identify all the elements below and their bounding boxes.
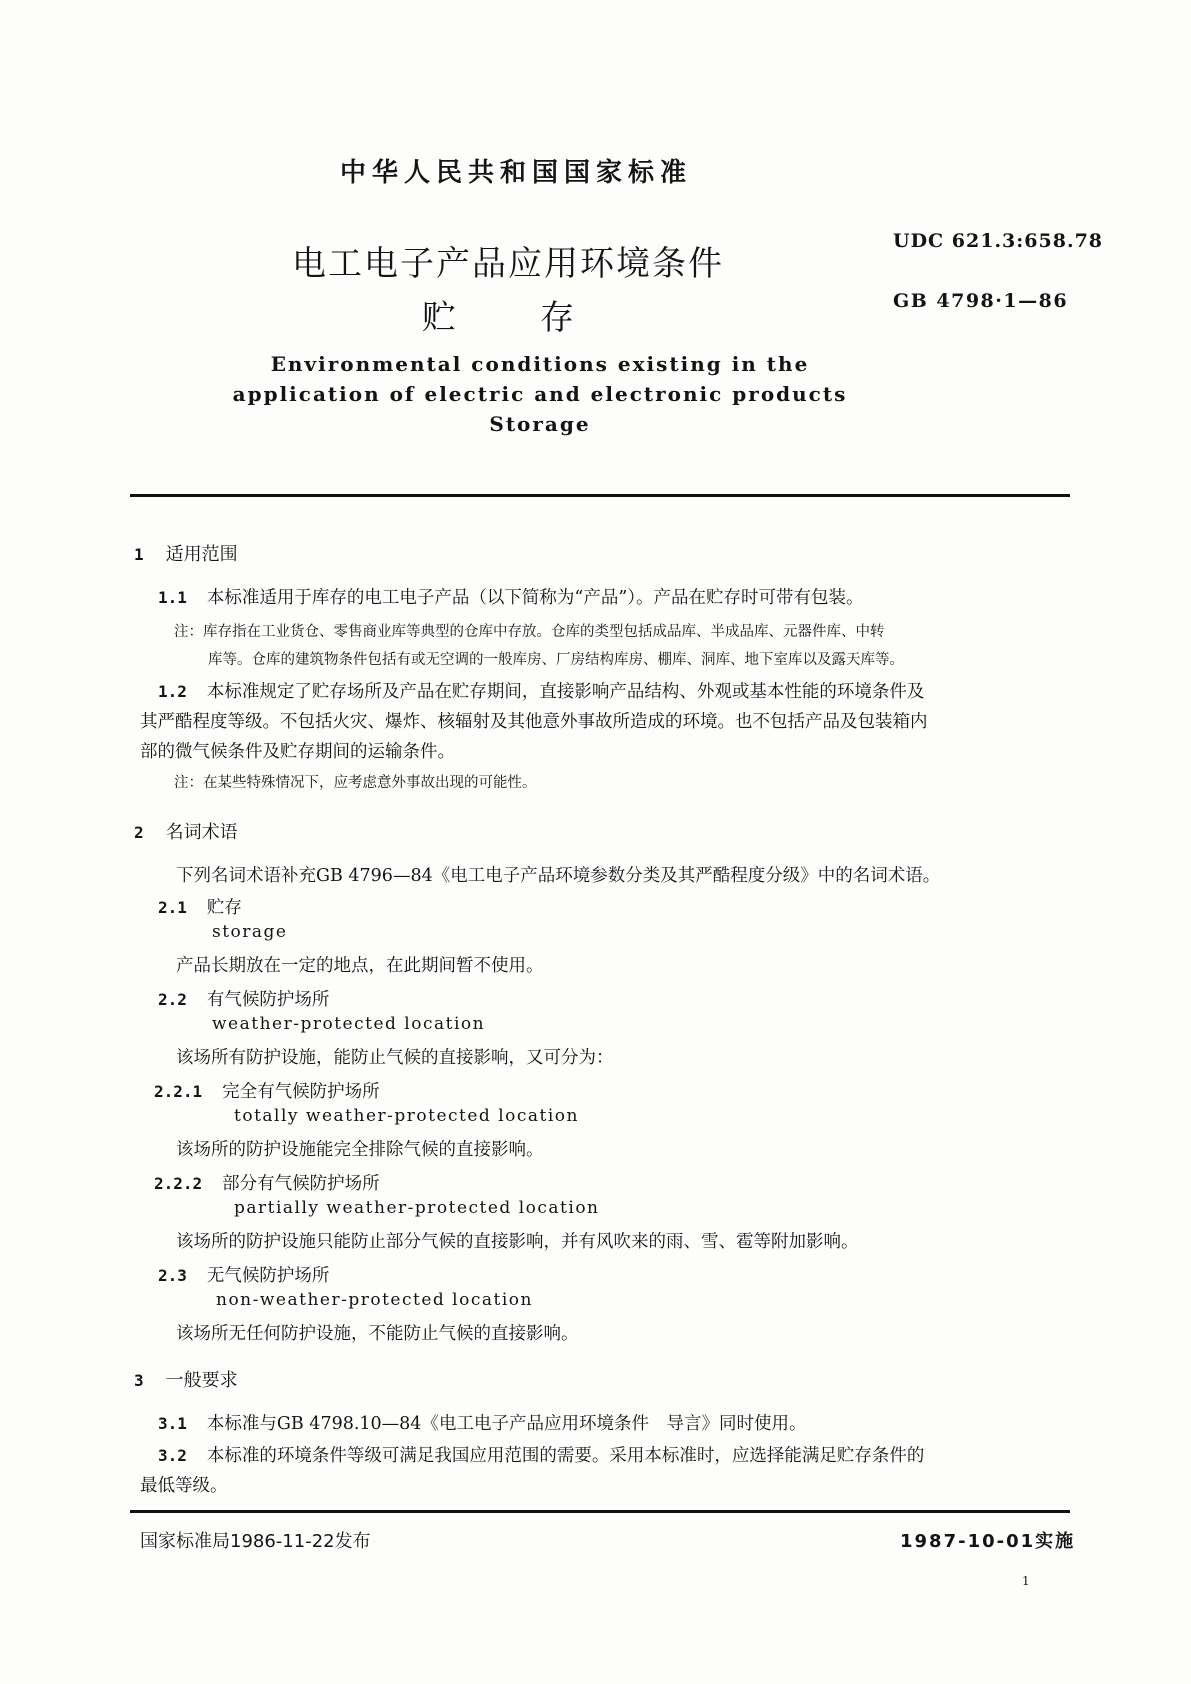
document-subtitle: 贮存	[422, 298, 658, 338]
english-title-line: Storage	[489, 412, 591, 436]
udc-code: UDC 621.3:658.78	[893, 230, 1104, 252]
english-title-line: Environmental conditions existing in the	[270, 352, 810, 376]
note-1-line: 注：库存指在工业货仓、零售商业库等典型的仓库中存放。仓库的类型包括成品库、半成品库、元器件库、中转	[174, 624, 885, 640]
term-2-2-1-english: totally weather-protected location	[234, 1106, 579, 1126]
clause-1-1: 1.1 本标准适用于库存的电工电子产品（以下简称为“产品”）。产品在贮存时可带有包装。	[158, 588, 864, 608]
clause-3-1: 3.1 本标准与GB 4798.10—84《电工电子产品应用环境条件 导言》同时使用。	[158, 1414, 807, 1434]
issue-date: 国家标准局1986-11-22发布	[140, 1531, 371, 1552]
term-2-3-definition: 该场所无任何防护设施，不能防止气候的直接影响。	[176, 1324, 579, 1344]
clause-1-2-line: 部的微气候条件及贮存期间的运输条件。	[140, 742, 455, 762]
clause-3-2: 3.2 本标准的环境条件等级可满足我国应用范围的需要。采用本标准时，应选择能满足贮存条件的	[158, 1446, 925, 1466]
term-2-2-english: weather-protected location	[212, 1014, 486, 1034]
section-2-heading: 2 名词术语	[134, 822, 238, 843]
country-standard-heading: 中华人民共和国国家标准	[340, 158, 693, 188]
section-1-heading: 1 适用范围	[134, 544, 238, 565]
page-number: 1	[1022, 1574, 1030, 1588]
term-2-2: 2.2 有气候防护场所	[158, 990, 330, 1010]
term-2-2-2: 2.2.2 部分有气候防护场所	[154, 1174, 380, 1194]
term-2-2-2-definition: 该场所的防护设施只能防止部分气候的直接影响，并有风吹来的雨、雪、雹等附加影响。	[176, 1232, 859, 1252]
document-title: 电工电子产品应用环境条件	[292, 244, 724, 284]
english-title-line: application of electric and electronic products	[232, 382, 848, 406]
term-2-1-definition: 产品长期放在一定的地点，在此期间暂不使用。	[176, 956, 544, 976]
term-2-2-2-english: partially weather-protected location	[234, 1198, 600, 1218]
term-2-2-1-definition: 该场所的防护设施能完全排除气候的直接影响。	[176, 1140, 544, 1160]
header-divider	[130, 494, 1070, 497]
term-2-2-definition: 该场所有防护设施，能防止气候的直接影响，又可分为：	[176, 1048, 614, 1068]
term-2-2-1: 2.2.1 完全有气候防护场所	[154, 1082, 380, 1102]
term-2-1-english: storage	[212, 922, 288, 942]
term-2-3: 2.3 无气候防护场所	[158, 1266, 330, 1286]
term-2-3-english: non-weather-protected location	[216, 1290, 533, 1310]
clause-3-2-line: 最低等级。	[140, 1476, 228, 1496]
section-2-intro: 下列名词术语补充GB 4796—84《电工电子产品环境参数分类及其严酷程度分级》中的名词术语。	[176, 866, 941, 886]
effective-date: 1987-10-01实施	[900, 1531, 1076, 1552]
clause-1-2-line: 其严酷程度等级。不包括火灾、爆炸、核辐射及其他意外事故所造成的环境。也不包括产品及包装箱内	[140, 712, 928, 732]
section-3-heading: 3 一般要求	[134, 1370, 238, 1391]
note-1-line: 库等。仓库的建筑物条件包括有或无空调的一般库房、厂房结构库房、棚库、洞库、地下室库以及露天库等。	[208, 652, 904, 668]
footer-divider	[130, 1510, 1070, 1513]
term-2-1: 2.1 贮存	[158, 898, 242, 918]
clause-1-2: 1.2 本标准规定了贮存场所及产品在贮存期间，直接影响产品结构、外观或基本性能的环境条件及	[158, 682, 925, 702]
gb-number: GB 4798·1—86	[893, 290, 1069, 312]
note-2: 注：在某些特殊情况下，应考虑意外事故出现的可能性。	[174, 775, 537, 791]
